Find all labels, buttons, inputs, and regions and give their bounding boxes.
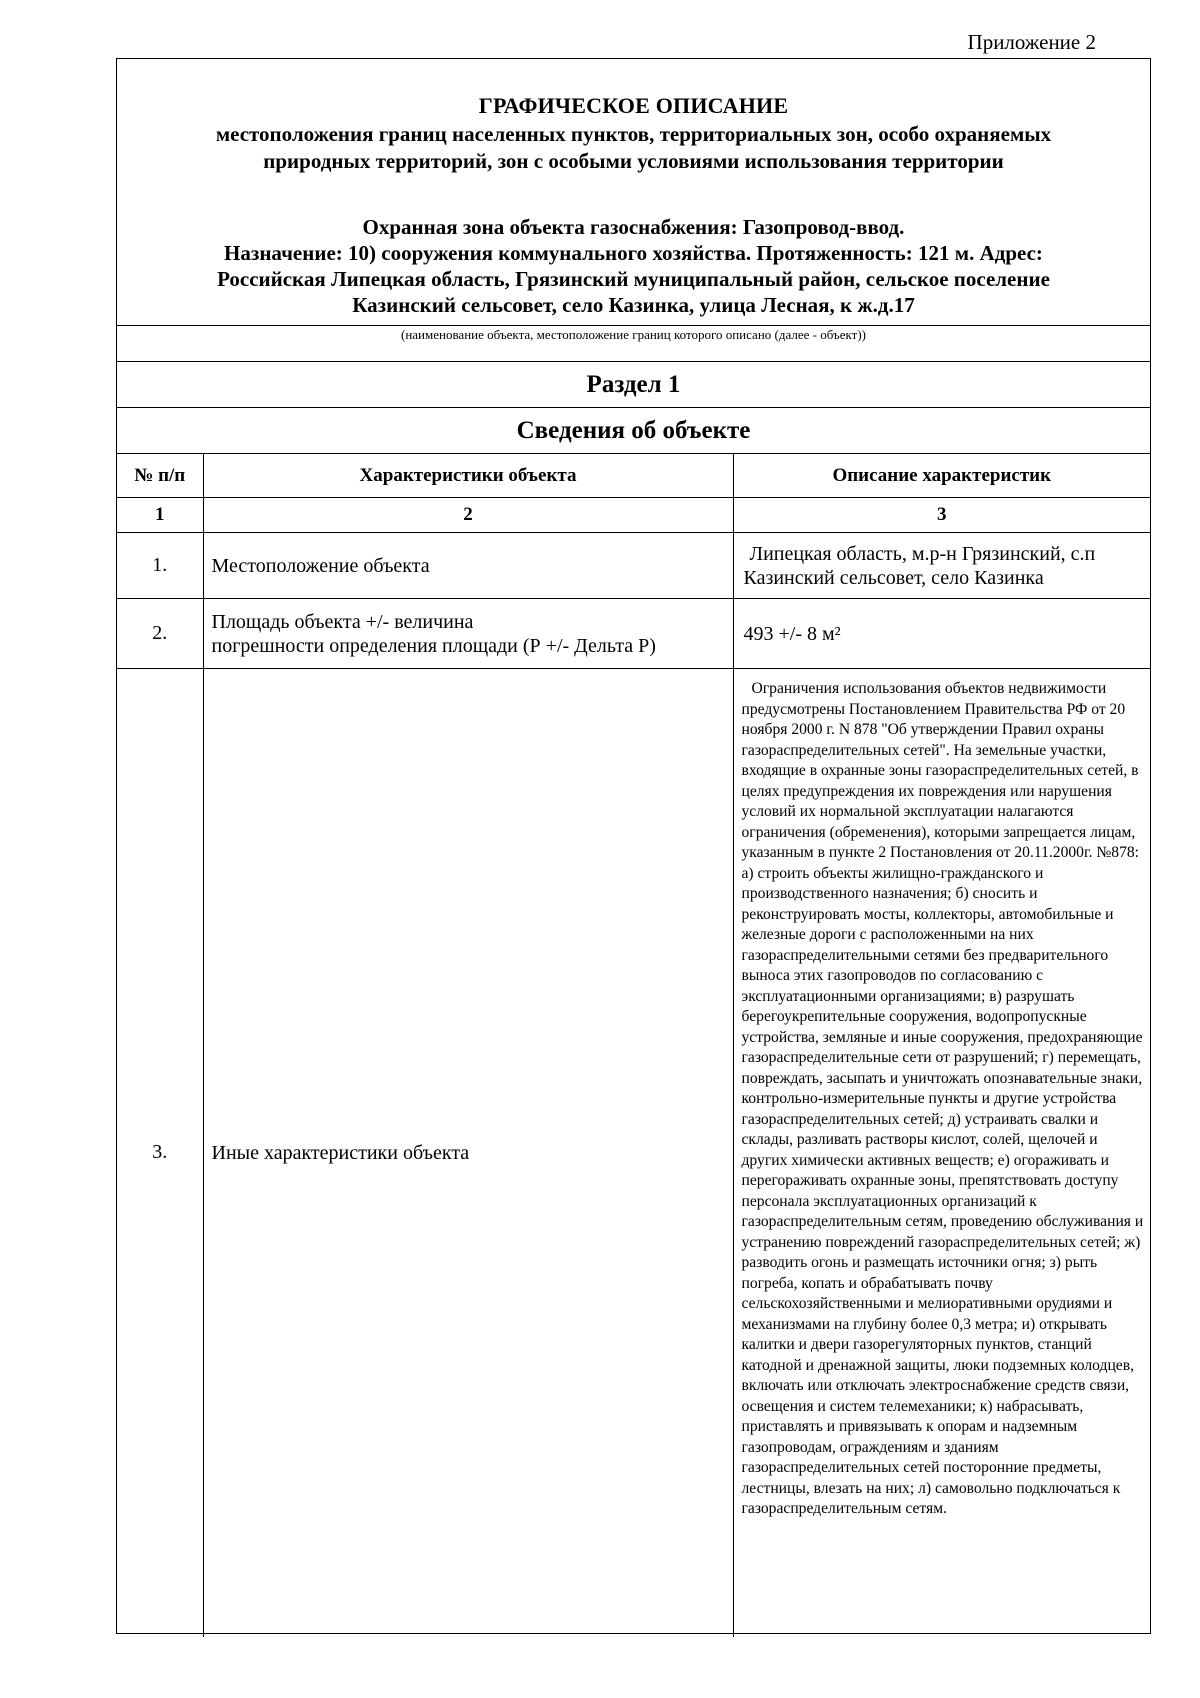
row-label: Иные характеристики объекта <box>203 669 733 1637</box>
document-header <box>117 59 1150 325</box>
document-title: ГРАФИЧЕСКОЕ ОПИСАНИЕ <box>478 93 789 118</box>
object-description <box>117 214 1150 318</box>
document-frame <box>116 58 1151 1634</box>
subtitle-line-1: местоположения границ населенных пунктов, территориальных зон, особо охраняемых <box>215 122 1052 146</box>
object-line-4: Казинский сельсовет, село Казинка, улица Лесная, к ж.д.17 <box>352 293 915 317</box>
row-value-long-text: Ограничения использования объектов недвижимости предусмотрены Постановлением Правительства РФ от 20 ноября 2000 г. N 878 "Об утверждении Правил охраны газораспределительных сетей". На земельные участки, входящие в охранные зоны газораспределительных сетей, в целях предупреждения их повреждения или нарушения условий их нормальной эксплуатации налагаются ограничения (обременения), которыми запрещается лицам, указанным в пункте 2 Постановления от 20.11.2000г. №878: а) строить объекты жилищно-гражданского и производственного назначения; б) сносить и реконструировать мосты, коллекторы, автомобильные и железные дороги с расположенными на них газораспределительными сетями без предварительного выноса этих газопроводов по согласованию с эксплуатационными организациями; в) разрушать берегоукрепительные сооружения, водопропускные устройства, земляные и иные сооружения, предохраняющие газораспределительные сети от разрушений; г) перемещать, повреждать, засыпать и уничтожать опознавательные знаки, контрольно-измерительные пункты и другие устройства газораспределительных сетей; д) устраивать свалки и склады, разливать растворы кислот, солей, щелочей и других химически активных веществ; е) огораживать и перегораживать охранные зоны, препятствовать доступу персонала эксплуатационных организаций к газораспределительным сетям, проведению обслуживания и устранению повреждений газораспределительных сетей; ж) разводить огонь и размещать источники огня; з) рыть погреба, копать и обрабатывать почву сельскохозяйственными и мелиоративными орудиями и механизмами на глубину более 0,3 метра; и) открывать калитки и двери газорегуляторных пунктов, станций катодной и дренажной защиты, люки подземных колодцев, включать или отключать электроснабжение средств связи, освещения и систем телемеханики; к) набрасывать, приставлять и привязывать к опорам и надземным газопроводам, ограждениям и зданиям газораспределительных сетей посторонние предметы, лестницы, влезать на них; л) самовольно подключаться к газораспределительным сетям. <box>733 669 1150 1637</box>
row-number: 3. <box>117 669 203 1637</box>
document-subtitle <box>117 121 1150 175</box>
row-number: 1. <box>117 533 203 599</box>
object-caption: (наименование объекта, местоположение границ которого описано (далее - объект)) <box>117 325 1150 354</box>
row-value <box>733 533 1150 599</box>
table-header-row <box>117 454 1150 498</box>
object-line-3: Российская Липецкая область, Грязинский муниципальный район, сельское поселение <box>217 267 1050 291</box>
table-row <box>117 533 1150 599</box>
header-characteristics: Характеристики объекта <box>203 454 733 498</box>
object-line-2: Назначение: 10) сооружения коммунального хозяйства. Протяженность: 121 м. Адрес: <box>224 241 1043 265</box>
column-number-3: 3 <box>733 498 1150 533</box>
appendix-label: Приложение 2 <box>967 30 1096 54</box>
section-title: Раздел 1 <box>117 361 1150 407</box>
row-label <box>203 599 733 669</box>
table-row <box>117 669 1150 1637</box>
subtitle-line-2: природных территорий, зон с особыми условиями использования территории <box>263 149 1004 173</box>
value-line-2: Казинский сельсовет, село Казинка <box>743 566 1044 589</box>
table-column-numbers-row <box>117 498 1150 533</box>
header-description: Описание характеристик <box>733 454 1150 498</box>
row-number: 2. <box>117 599 203 669</box>
label-line-1: Площадь объекта +/- величина <box>211 610 474 633</box>
row-label: Местоположение объекта <box>203 533 733 599</box>
value-line-1: Липецкая область, м.р-н Грязинский, с.п <box>749 542 1096 565</box>
column-number-1: 1 <box>117 498 203 533</box>
header-number: № п/п <box>117 454 203 498</box>
section-subtitle: Сведения об объекте <box>117 407 1150 453</box>
row-value: 493 +/- 8 м² <box>733 599 1150 669</box>
table-row <box>117 599 1150 669</box>
object-line-1: Охранная зона объекта газоснабжения: Газопровод-ввод. <box>362 215 905 239</box>
object-info-table <box>117 453 1150 1637</box>
column-number-2: 2 <box>203 498 733 533</box>
label-line-2: погрешности определения площади (Р +/- Дельта Р) <box>211 634 656 657</box>
